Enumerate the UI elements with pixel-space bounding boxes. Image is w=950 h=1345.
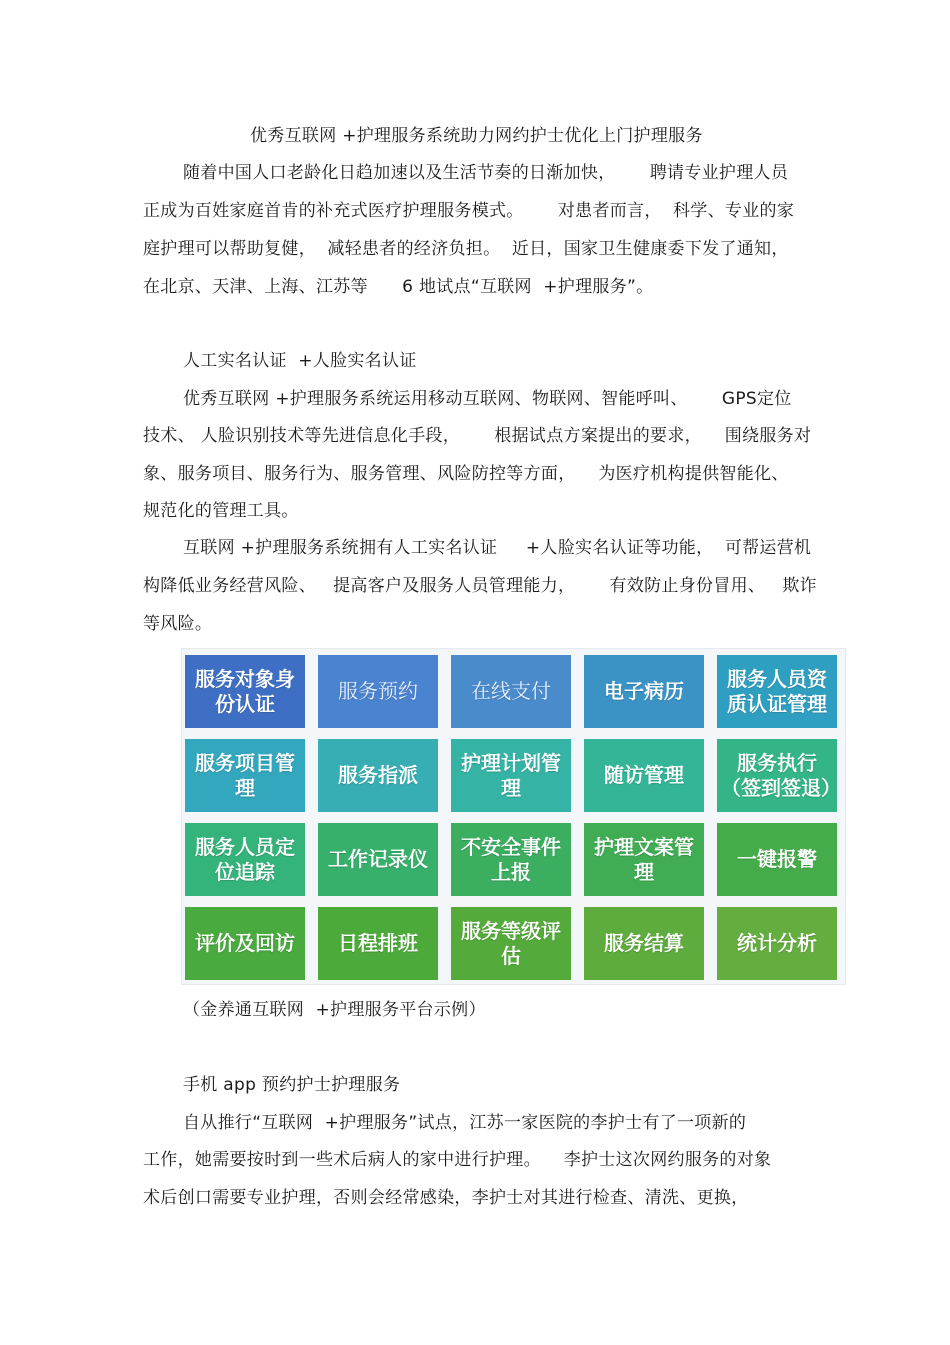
section-heading-app: 手机 app 预约护士护理服务: [183, 1075, 401, 1095]
feature-tile: 服务人员定位追踪: [185, 823, 305, 896]
paragraph-2-line-3: 象、服务项目、服务行为、服务管理、风险防控等方面， 为医疗机构提供智能化、: [143, 464, 789, 484]
paragraph-1-line-2: 正成为百姓家庭首肯的补充式医疗护理服务模式。 对患者而言， 科学、专业的家: [143, 201, 795, 221]
paragraph-4-line-1: 自从推行“互联网 +护理服务”试点，江苏一家医院的李护士有了一项新的: [183, 1113, 747, 1133]
document-title: 优秀互联网 +护理服务系统助力网约护士优化上门护理服务: [250, 126, 703, 146]
feature-tile: 随访管理: [584, 739, 704, 812]
feature-tile: 不安全事件上报: [451, 823, 571, 896]
feature-tile: 电子病历: [584, 655, 704, 728]
feature-tile: 日程排班: [318, 907, 438, 980]
feature-tile: 评价及回访: [185, 907, 305, 980]
paragraph-3-line-1: 互联网 +护理服务系统拥有人工实名认证 +人脸实名认证等功能， 可帮运营机: [183, 538, 812, 558]
section-heading-identity: 人工实名认证 +人脸实名认证: [183, 351, 417, 371]
paragraph-1-line-3: 庭护理可以帮助复健， 减轻患者的经济负担。 近日，国家卫生健康委下发了通知，: [143, 239, 789, 259]
feature-tile: 服务执行（签到签退）: [717, 739, 837, 812]
feature-tile: 服务等级评估: [451, 907, 571, 980]
feature-tile: 工作记录仪: [318, 823, 438, 896]
feature-tile: 服务指派: [318, 739, 438, 812]
feature-tile: 在线支付: [451, 655, 571, 728]
feature-tile: 服务预约: [318, 655, 438, 728]
paragraph-4-line-3: 术后创口需要专业护理，否则会经常感染，李护士对其进行检查、清洗、更换，: [143, 1188, 749, 1208]
paragraph-1-line-1: 随着中国人口老龄化日趋加速以及生活节奏的日渐加快， 聘请专业护理人员: [183, 163, 789, 183]
paragraph-2-line-1: 优秀互联网 +护理服务系统运用移动互联网、物联网、智能呼叫、 GPS定位: [183, 389, 792, 409]
feature-tile: 服务结算: [584, 907, 704, 980]
paragraph-2-line-4: 规范化的管理工具。: [143, 501, 299, 521]
feature-tile: 服务人员资质认证管理: [717, 655, 837, 728]
feature-tile: 一键报警: [717, 823, 837, 896]
paragraph-4-line-2: 工作，她需要按时到一些术后病人的家中进行护理。 李护士这次网约服务的对象: [143, 1150, 772, 1170]
feature-tile: 护理计划管理: [451, 739, 571, 812]
paragraph-1-line-4: 在北京、天津、上海、江苏等 6 地试点“互联网 +护理服务”。: [143, 277, 654, 297]
paragraph-3-line-3: 等风险。: [143, 614, 213, 634]
grid-caption: （金养通互联网 +护理服务平台示例）: [183, 1000, 486, 1020]
feature-tile: 护理文案管理: [584, 823, 704, 896]
paragraph-2-line-2: 技术、 人脸识别技术等先进信息化手段， 根据试点方案提出的要求， 围绕服务对: [143, 426, 812, 446]
feature-tile: 统计分析: [717, 907, 837, 980]
feature-grid-image: [181, 648, 846, 985]
feature-tile: 服务项目管理: [185, 739, 305, 812]
paragraph-3-line-2: 构降低业务经营风险、 提高客户及服务人员管理能力， 有效防止身份冒用、 欺诈: [143, 576, 817, 596]
feature-tile: 服务对象身份认证: [185, 655, 305, 728]
